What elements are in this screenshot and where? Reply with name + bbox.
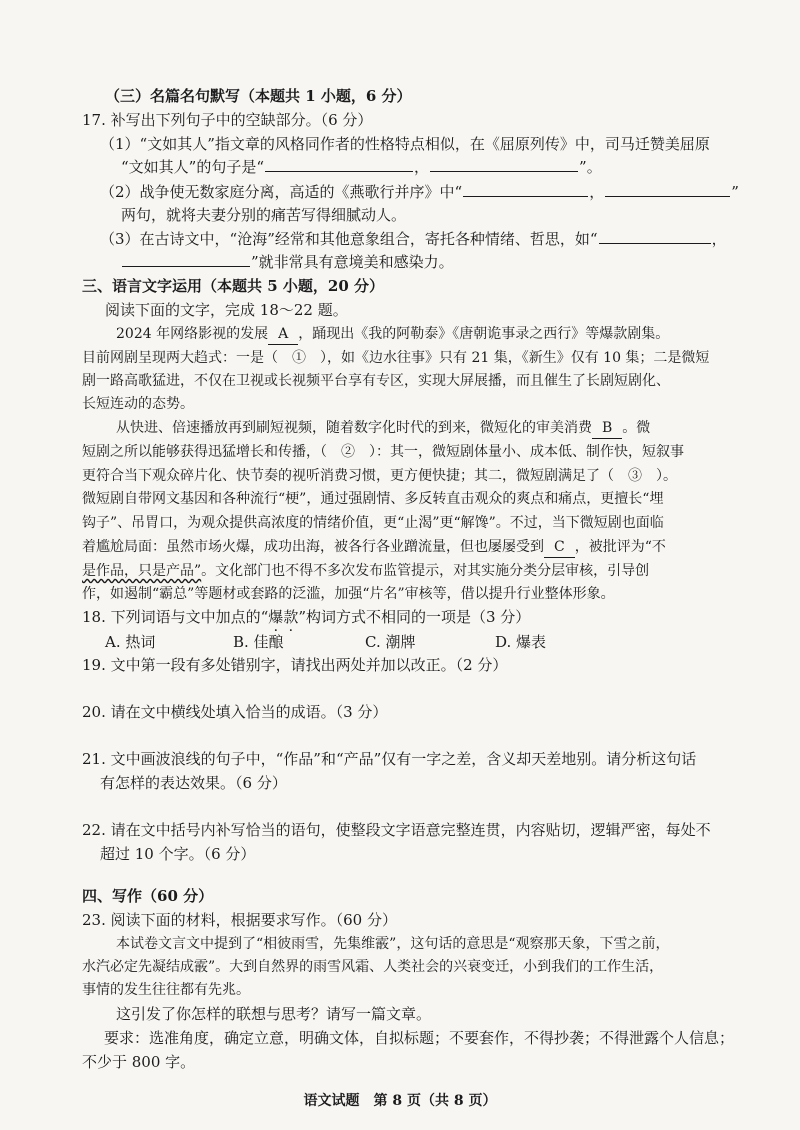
question-17-item-2-cont: 两句，就将夫妻分别的痛苦写得细腻动人。 — [121, 206, 407, 224]
prompt-line: 这引发了你怎样的联想与思考？请写一篇文章。 — [116, 1005, 432, 1023]
requirements-line-2: 不少于 800 字。 — [82, 1053, 196, 1071]
passage-p1-line-1: 2024 年网络影视的发展 A ，踊现出《我的阿勒泰》《唐朝诡事录之西行》等爆款剧集。 — [116, 324, 669, 345]
answer-blank[interactable] — [599, 229, 711, 244]
option-a[interactable]: A. 热词 — [105, 633, 156, 651]
section-header-language: 三、语言文字运用（本题共 5 小题，20 分） — [82, 277, 384, 295]
material-line-2: 水汽必定先凝结成霰”。大到自然界的雨雪风霜、人类社会的兴衰变迁，小到我们的工作生活， — [82, 959, 664, 975]
answer-blank[interactable] — [122, 252, 250, 267]
page-footer: 语文试题 第 8 页（共 8 页） — [303, 1093, 497, 1109]
question-17-item-3: （3）在古诗文中，“沧海”经常和其他意象组合，寄托各种情绪、哲思，如“ ， — [100, 230, 727, 248]
question-17-item-1-cont: “文如其人”的句子是“ ， ”。 — [121, 158, 602, 176]
passage-p1-line-4: 长短连动的态势。 — [82, 396, 194, 412]
question-19: 19. 文中第一段有多处错别字，请找出两处并加以改正。（2 分） — [82, 656, 508, 674]
passage-p2-line-5: 钩子”、吊胃口，为观众提供高浓度的情绪价值，更“止渴”更“解馋”。不过，当下微短剧也面临 — [82, 515, 664, 531]
question-21-line-1: 21. 文中画波浪线的句子中，“作品”和“产品”仅有一字之差，含义却天差地别。请分析这句话 — [82, 750, 697, 768]
blank-a[interactable]: A — [268, 324, 298, 345]
section-header-recitation: （三）名篇名句默写（本题共 1 小题，6 分） — [105, 87, 412, 105]
answer-blank[interactable] — [430, 157, 578, 172]
dotted-char: 款 — [283, 608, 299, 626]
answer-blank[interactable] — [265, 157, 413, 172]
answer-blank[interactable] — [463, 182, 588, 197]
question-17-item-1: （1）“文如其人”指文章的风格同作者的性格特点相似，在《屈原列传》中，司马迁赞美屈原 — [100, 135, 710, 153]
question-17-item-3-cont: ”就非常具有意境美和感染力。 — [121, 252, 454, 272]
passage-p2-line-3: 更符合当下观众碎片化、快节奏的视听消费习惯，更方便快捷；其二，微短剧满足了（ ③ ）。 — [82, 468, 677, 484]
question-17-item-2: （2）战争使无数家庭分离，高适的《燕歌行并序》中“ ， ” — [100, 183, 739, 201]
passage-p1-line-2: 目前网剧呈现两大趋式：一是（ ① ），如《边水往事》只有 21 集，《新生》仅有 10 集；二是微短 — [82, 350, 710, 366]
question-18-options — [105, 632, 615, 652]
answer-blank[interactable] — [605, 182, 730, 197]
question-21-line-2: 有怎样的表达效果。（6 分） — [100, 774, 287, 792]
question-23-stem: 23. 阅读下面的材料，根据要求写作。（60 分） — [82, 911, 397, 929]
passage-p2-line-7: 是作品，只是产品”。文化部门也不得不多次发布监管提示，对其实施分类分层审核，引导创 — [82, 563, 650, 579]
blank-c[interactable]: C — [544, 537, 575, 558]
reading-intro: 阅读下面的文字，完成 18～22 题。 — [105, 301, 348, 319]
question-22-line-1: 22. 请在文中括号内补写恰当的语句，使整段文字语意完整连贯，内容贴切，逻辑严密，每处不 — [82, 821, 711, 839]
question-22-line-2: 超过 10 个字。（6 分） — [100, 845, 256, 863]
passage-p2-line-8: 作，如遏制“霸总”等题材或套路的泛滥，加强“片名”审核等，借以提升行业整体形象。 — [82, 586, 615, 602]
passage-p2-line-1: 从快进、倍速播放再到刷短视频，随着数字化时代的到来，微短化的审美消费 B 。微 — [116, 418, 650, 439]
passage-p2-line-6: 着尴尬局面：虽然市场火爆，成功出海，被各行各业蹭流量，但也屡屡受到 C ，被批评为“不 — [82, 537, 666, 558]
dotted-char: 爆 — [268, 608, 284, 626]
question-20: 20. 请在文中横线处填入恰当的成语。（3 分） — [82, 703, 388, 721]
question-18-stem: 18. 下列词语与文中加点的“爆款”构词方式不相同的一项是（3 分） — [82, 608, 531, 626]
option-d[interactable]: D. 爆表 — [495, 633, 547, 651]
section-header-writing: 四、写作（60 分） — [82, 887, 214, 905]
requirements-line-1: 要求：选准角度，确定立意，明确文体，自拟标题；不要套作，不得抄袭；不得泄露个人信息； — [104, 1029, 735, 1047]
wavy-underlined-sentence: 是作品，只是产品” — [82, 563, 202, 579]
blank-b[interactable]: B — [592, 418, 622, 439]
option-b[interactable]: B. 佳酿 — [233, 633, 284, 651]
passage-p2-line-2: 短剧之所以能够获得迅猛增长和传播，（ ② ）：其一，微短剧体量小、成本低、制作快，短叙事 — [82, 444, 684, 460]
passage-p1-line-3: 剧一路高歌猛进，不仅在卫视或长视频平台享有专区，实现大屏展播，而且催生了长剧短剧化、 — [82, 373, 670, 389]
question-17-stem: 17. 补写出下列句子中的空缺部分。（6 分） — [82, 111, 373, 129]
material-line-1: 本试卷文言文中提到了“相彼雨雪，先集维霰”，这句话的意思是“观察那天象，下雪之前， — [116, 936, 670, 952]
passage-p2-line-4: 微短剧自带网文基因和各种流行“梗”，通过强剧情、多反转直击观众的爽点和痛点，更擅长“埋 — [82, 491, 664, 507]
option-c[interactable]: C. 潮牌 — [365, 633, 416, 651]
material-line-3: 事情的发生往往都有先兆。 — [82, 982, 250, 998]
